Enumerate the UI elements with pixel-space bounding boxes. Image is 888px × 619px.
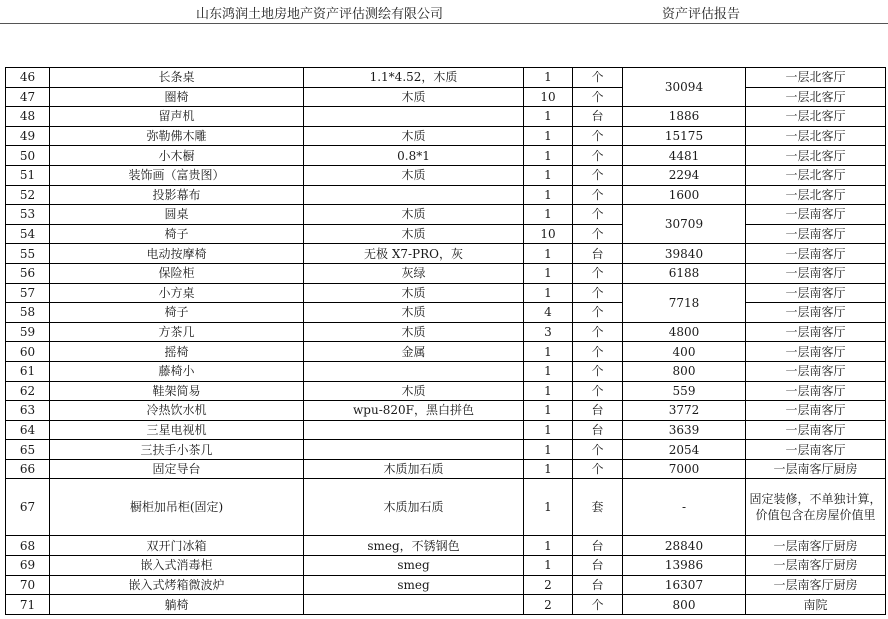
- cell-item-name: 嵌入式烤箱微波炉: [50, 575, 304, 595]
- cell-quantity: 1: [524, 68, 573, 88]
- cell-unit: 个: [573, 224, 623, 244]
- cell-quantity: 1: [524, 165, 573, 185]
- cell-value: 1600: [623, 185, 746, 205]
- cell-value: 2054: [623, 440, 746, 460]
- company-name: 山东鸿润土地房地产资产评估测绘有限公司: [196, 7, 444, 22]
- cell-item-name: 保险柜: [50, 263, 304, 283]
- table-row: [6, 401, 886, 421]
- cell-value: 13986: [623, 556, 746, 576]
- page-header: [0, 0, 888, 24]
- cell-value: -: [623, 479, 746, 536]
- cell-number: 66: [6, 459, 50, 479]
- cell-unit: 套: [573, 479, 623, 536]
- cell-number: 70: [6, 575, 50, 595]
- cell-spec: 木质: [304, 165, 524, 185]
- cell-spec: wpu-820F，黑白拼色: [304, 401, 524, 421]
- cell-number: 55: [6, 244, 50, 264]
- cell-number: 49: [6, 126, 50, 146]
- cell-value: 800: [623, 595, 746, 615]
- cell-location: 一层北客厅: [746, 185, 886, 205]
- cell-number: 62: [6, 381, 50, 401]
- cell-value: 30094: [623, 68, 746, 107]
- cell-unit: 个: [573, 459, 623, 479]
- cell-quantity: 1: [524, 479, 573, 536]
- cell-number: 63: [6, 401, 50, 421]
- cell-quantity: 1: [524, 342, 573, 362]
- cell-number: 67: [6, 479, 50, 536]
- table-row: [6, 224, 886, 244]
- cell-location: 一层南客厅厨房: [746, 536, 886, 556]
- cell-quantity: 1: [524, 361, 573, 381]
- cell-location: 一层北客厅: [746, 68, 886, 88]
- cell-spec: 木质: [304, 322, 524, 342]
- cell-value: 2294: [623, 165, 746, 185]
- cell-value: 559: [623, 381, 746, 401]
- cell-unit: 个: [573, 68, 623, 88]
- cell-quantity: 1: [524, 401, 573, 421]
- cell-spec: [304, 420, 524, 440]
- cell-location: 一层南客厅: [746, 401, 886, 421]
- cell-item-name: 方茶几: [50, 322, 304, 342]
- cell-unit: 个: [573, 205, 623, 225]
- table-row: [6, 283, 886, 303]
- cell-unit: 台: [573, 420, 623, 440]
- cell-spec: smeg，不锈钢色: [304, 536, 524, 556]
- cell-quantity: 1: [524, 556, 573, 576]
- cell-unit: 个: [573, 322, 623, 342]
- cell-item-name: 摇椅: [50, 342, 304, 362]
- cell-location: 固定装修，不单独计算，价值包含在房屋价值里: [746, 479, 886, 536]
- cell-location: 一层南客厅: [746, 381, 886, 401]
- cell-location: 南院: [746, 595, 886, 615]
- table-row: [6, 107, 886, 127]
- cell-number: 50: [6, 146, 50, 166]
- cell-number: 51: [6, 165, 50, 185]
- cell-unit: 台: [573, 556, 623, 576]
- cell-location: 一层南客厅: [746, 224, 886, 244]
- table-row: [6, 575, 886, 595]
- cell-unit: 个: [573, 126, 623, 146]
- cell-spec: 木质: [304, 224, 524, 244]
- cell-spec: smeg: [304, 575, 524, 595]
- cell-location: 一层南客厅厨房: [746, 556, 886, 576]
- cell-spec: 木质: [304, 126, 524, 146]
- cell-spec: 木质: [304, 303, 524, 323]
- cell-unit: 个: [573, 361, 623, 381]
- table-row: [6, 185, 886, 205]
- cell-unit: 个: [573, 595, 623, 615]
- asset-table: [5, 67, 886, 615]
- table-row: [6, 479, 886, 536]
- table-row: [6, 146, 886, 166]
- table-row: [6, 595, 886, 615]
- cell-quantity: 1: [524, 244, 573, 264]
- cell-unit: 台: [573, 244, 623, 264]
- table-row: [6, 87, 886, 107]
- cell-value: 39840: [623, 244, 746, 264]
- cell-quantity: 1: [524, 126, 573, 146]
- cell-item-name: 电动按摩椅: [50, 244, 304, 264]
- cell-value: 7718: [623, 283, 746, 322]
- cell-value: 15175: [623, 126, 746, 146]
- cell-quantity: 1: [524, 205, 573, 225]
- cell-quantity: 2: [524, 575, 573, 595]
- cell-location: 一层南客厅: [746, 283, 886, 303]
- cell-item-name: 圈椅: [50, 87, 304, 107]
- cell-number: 59: [6, 322, 50, 342]
- cell-number: 65: [6, 440, 50, 460]
- table-row: [6, 361, 886, 381]
- cell-number: 46: [6, 68, 50, 88]
- cell-unit: 个: [573, 342, 623, 362]
- cell-quantity: 1: [524, 459, 573, 479]
- cell-number: 61: [6, 361, 50, 381]
- cell-location: 一层南客厅: [746, 361, 886, 381]
- cell-item-name: 固定导台: [50, 459, 304, 479]
- cell-item-name: 小方桌: [50, 283, 304, 303]
- cell-value: 1886: [623, 107, 746, 127]
- cell-item-name: 椅子: [50, 303, 304, 323]
- cell-unit: 个: [573, 440, 623, 460]
- table-row: [6, 126, 886, 146]
- cell-location: 一层北客厅: [746, 87, 886, 107]
- cell-spec: 0.8*1: [304, 146, 524, 166]
- table-row: [6, 420, 886, 440]
- cell-value: 4800: [623, 322, 746, 342]
- cell-number: 57: [6, 283, 50, 303]
- cell-spec: 木质: [304, 381, 524, 401]
- cell-location: 一层南客厅: [746, 244, 886, 264]
- cell-value: 800: [623, 361, 746, 381]
- cell-location: 一层北客厅: [746, 146, 886, 166]
- cell-spec: 木质: [304, 87, 524, 107]
- cell-quantity: 1: [524, 420, 573, 440]
- cell-unit: 台: [573, 536, 623, 556]
- cell-value: 7000: [623, 459, 746, 479]
- cell-item-name: 投影幕布: [50, 185, 304, 205]
- cell-value: 400: [623, 342, 746, 362]
- cell-unit: 个: [573, 165, 623, 185]
- cell-quantity: 1: [524, 381, 573, 401]
- cell-quantity: 1: [524, 107, 573, 127]
- cell-unit: 个: [573, 146, 623, 166]
- cell-number: 52: [6, 185, 50, 205]
- cell-value: 4481: [623, 146, 746, 166]
- cell-spec: 金属: [304, 342, 524, 362]
- table-row: [6, 440, 886, 460]
- cell-location: 一层北客厅: [746, 165, 886, 185]
- cell-item-name: 长条桌: [50, 68, 304, 88]
- cell-quantity: 1: [524, 440, 573, 460]
- cell-spec: 木质: [304, 283, 524, 303]
- cell-quantity: 4: [524, 303, 573, 323]
- cell-location: 一层南客厅: [746, 303, 886, 323]
- table-row: [6, 322, 886, 342]
- cell-item-name: 三扶手小茶几: [50, 440, 304, 460]
- cell-spec: 木质加石质: [304, 479, 524, 536]
- cell-location: 一层北客厅: [746, 126, 886, 146]
- report-title: 资产评估报告: [662, 7, 741, 22]
- cell-location: 一层南客厅: [746, 205, 886, 225]
- cell-location: 一层北客厅: [746, 107, 886, 127]
- cell-spec: [304, 361, 524, 381]
- cell-quantity: 1: [524, 263, 573, 283]
- cell-spec: 木质: [304, 205, 524, 225]
- cell-quantity: 1: [524, 185, 573, 205]
- cell-number: 60: [6, 342, 50, 362]
- cell-number: 47: [6, 87, 50, 107]
- cell-unit: 个: [573, 87, 623, 107]
- cell-value: 3772: [623, 401, 746, 421]
- cell-quantity: 2: [524, 595, 573, 615]
- cell-spec: 1.1*4.52，木质: [304, 68, 524, 88]
- header-rule: [0, 23, 888, 24]
- cell-location: 一层南客厅: [746, 263, 886, 283]
- cell-number: 58: [6, 303, 50, 323]
- cell-unit: 台: [573, 401, 623, 421]
- cell-quantity: 10: [524, 87, 573, 107]
- cell-quantity: 1: [524, 536, 573, 556]
- cell-value: 28840: [623, 536, 746, 556]
- table-row: [6, 263, 886, 283]
- cell-number: 56: [6, 263, 50, 283]
- cell-value: 3639: [623, 420, 746, 440]
- cell-location: 一层南客厅: [746, 440, 886, 460]
- cell-unit: 台: [573, 107, 623, 127]
- cell-number: 48: [6, 107, 50, 127]
- cell-spec: [304, 107, 524, 127]
- cell-item-name: 圆桌: [50, 205, 304, 225]
- cell-spec: [304, 440, 524, 460]
- cell-number: 69: [6, 556, 50, 576]
- table-row: [6, 381, 886, 401]
- cell-location: 一层南客厅: [746, 322, 886, 342]
- cell-unit: 台: [573, 575, 623, 595]
- cell-number: 64: [6, 420, 50, 440]
- cell-location: 一层南客厅: [746, 342, 886, 362]
- cell-unit: 个: [573, 283, 623, 303]
- table-row: [6, 244, 886, 264]
- cell-number: 68: [6, 536, 50, 556]
- cell-number: 54: [6, 224, 50, 244]
- cell-item-name: 鞋架简易: [50, 381, 304, 401]
- cell-unit: 个: [573, 185, 623, 205]
- cell-spec: 木质加石质: [304, 459, 524, 479]
- cell-unit: 个: [573, 263, 623, 283]
- table-row: [6, 68, 886, 88]
- cell-spec: [304, 185, 524, 205]
- table-row: [6, 165, 886, 185]
- table-row: [6, 303, 886, 323]
- cell-item-name: 装饰画（富贵图）: [50, 165, 304, 185]
- cell-quantity: 10: [524, 224, 573, 244]
- cell-quantity: 1: [524, 146, 573, 166]
- cell-item-name: 冷热饮水机: [50, 401, 304, 421]
- cell-item-name: 藤椅小: [50, 361, 304, 381]
- cell-quantity: 1: [524, 283, 573, 303]
- cell-location: 一层南客厅: [746, 420, 886, 440]
- table-row: [6, 556, 886, 576]
- cell-item-name: 三星电视机: [50, 420, 304, 440]
- cell-number: 53: [6, 205, 50, 225]
- cell-location: 一层南客厅厨房: [746, 575, 886, 595]
- cell-unit: 个: [573, 381, 623, 401]
- table-row: [6, 205, 886, 225]
- cell-spec: 灰绿: [304, 263, 524, 283]
- cell-item-name: 嵌入式消毒柜: [50, 556, 304, 576]
- cell-value: 16307: [623, 575, 746, 595]
- cell-number: 71: [6, 595, 50, 615]
- cell-item-name: 双开门冰箱: [50, 536, 304, 556]
- cell-item-name: 留声机: [50, 107, 304, 127]
- cell-location: 一层南客厅厨房: [746, 459, 886, 479]
- cell-item-name: 弥勒佛木雕: [50, 126, 304, 146]
- asset-table-body: [6, 68, 886, 615]
- cell-item-name: 橱柜加吊柜(固定): [50, 479, 304, 536]
- cell-spec: [304, 595, 524, 615]
- cell-spec: smeg: [304, 556, 524, 576]
- table-row: [6, 459, 886, 479]
- cell-value: 30709: [623, 205, 746, 244]
- table-row: [6, 536, 886, 556]
- cell-quantity: 3: [524, 322, 573, 342]
- cell-item-name: 躺椅: [50, 595, 304, 615]
- cell-unit: 个: [573, 303, 623, 323]
- cell-spec: 无极 X7-PRO，灰: [304, 244, 524, 264]
- cell-item-name: 椅子: [50, 224, 304, 244]
- cell-item-name: 小木橱: [50, 146, 304, 166]
- cell-value: 6188: [623, 263, 746, 283]
- table-row: [6, 342, 886, 362]
